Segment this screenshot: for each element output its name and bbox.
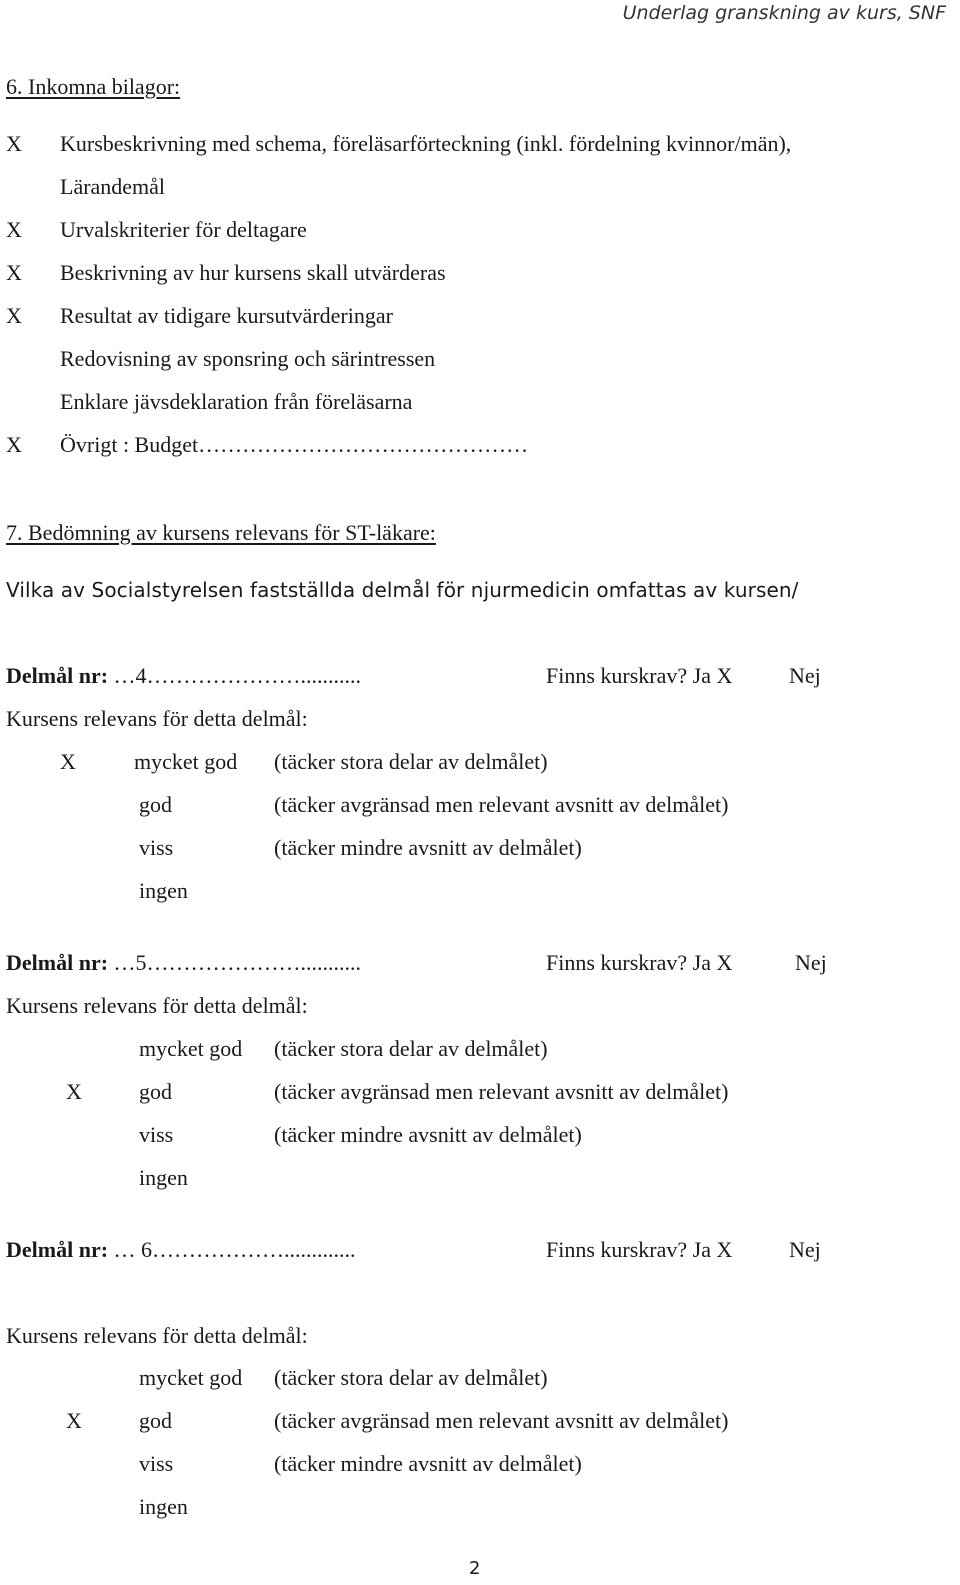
level-name: viss	[139, 835, 174, 860]
relevance-label: Kursens relevans för detta delmål:	[6, 1323, 308, 1348]
level-desc: (täcker mindre avsnitt av delmålet)	[274, 1122, 582, 1147]
level-name: god	[139, 1079, 172, 1104]
level-desc: (täcker stora delar av delmålet)	[274, 1365, 548, 1390]
section-7-question: Vilka av Socialstyrelsen fastställda delmål för njurmedicin omfattas av kursen/	[6, 578, 799, 602]
course-requirement-no: Nej	[789, 1237, 821, 1262]
course-requirement-no: Nej	[795, 950, 827, 975]
attachment-text: Resultat av tidigare kursutvärderingar	[60, 303, 393, 328]
level-desc: (täcker avgränsad men relevant avsnitt av delmålet)	[274, 1408, 729, 1433]
level-name: ingen	[139, 1494, 188, 1519]
level-name: mycket god	[134, 749, 238, 774]
relevance-label: Kursens relevans för detta delmål:	[6, 993, 308, 1018]
goal-label: Delmål nr:	[6, 950, 109, 975]
goal-number: …4…………………...........	[113, 663, 362, 688]
level-desc: (täcker mindre avsnitt av delmålet)	[274, 835, 582, 860]
attachment-mark: X	[6, 131, 22, 156]
attachment-text: Övrigt : Budget………………………………………	[60, 432, 529, 457]
level-name: god	[139, 1408, 172, 1433]
goal-row	[6, 665, 361, 687]
level-desc: (täcker mindre avsnitt av delmålet)	[274, 1451, 582, 1476]
level-name: mycket god	[139, 1365, 243, 1390]
goal-number: …5…………………...........	[113, 950, 362, 975]
level-name: ingen	[139, 878, 188, 903]
page-number: 2	[469, 1558, 481, 1579]
goal-row	[6, 952, 361, 974]
attachment-mark: X	[6, 432, 22, 457]
course-requirement-no: Nej	[789, 663, 821, 688]
attachment-text: Urvalskriterier för deltagare	[60, 217, 307, 242]
attachment-text: Redovisning av sponsring och särintressen	[60, 346, 436, 371]
level-name: ingen	[139, 1165, 188, 1190]
goal-label: Delmål nr:	[6, 663, 109, 688]
level-name: viss	[139, 1451, 174, 1476]
course-requirement: Finns kurskrav? Ja X	[546, 663, 733, 688]
page-header: Underlag granskning av kurs, SNF	[622, 2, 946, 24]
level-mark: X	[66, 1408, 82, 1433]
course-requirement: Finns kurskrav? Ja X	[546, 1237, 733, 1262]
goal-number: … 6……………….............	[113, 1237, 356, 1262]
attachment-text: Beskrivning av hur kursens skall utvärderas	[60, 260, 446, 285]
course-requirement: Finns kurskrav? Ja X	[546, 950, 733, 975]
attachment-mark: X	[6, 303, 22, 328]
level-name: god	[139, 792, 172, 817]
level-name: mycket god	[139, 1036, 243, 1061]
level-desc: (täcker avgränsad men relevant avsnitt av delmålet)	[274, 792, 729, 817]
attachment-text: Lärandemål	[60, 174, 166, 199]
level-desc: (täcker avgränsad men relevant avsnitt av delmålet)	[274, 1079, 729, 1104]
level-desc: (täcker stora delar av delmålet)	[274, 749, 548, 774]
goal-row	[6, 1239, 356, 1261]
section-7-heading: 7. Bedömning av kursens relevans för ST-läkare:	[6, 520, 436, 545]
level-mark: X	[66, 1079, 82, 1104]
level-desc: (täcker stora delar av delmålet)	[274, 1036, 548, 1061]
section-6-heading: 6. Inkomna bilagor:	[6, 74, 181, 99]
goal-label: Delmål nr:	[6, 1237, 109, 1262]
relevance-label: Kursens relevans för detta delmål:	[6, 706, 308, 731]
attachment-mark: X	[6, 260, 22, 285]
attachment-mark: X	[6, 217, 22, 242]
level-mark: X	[60, 749, 76, 774]
level-name: viss	[139, 1122, 174, 1147]
attachment-text: Enklare jävsdeklaration från föreläsarna	[60, 389, 413, 414]
attachment-text: Kursbeskrivning med schema, föreläsarförteckning (inkl. fördelning kvinnor/män),	[60, 131, 792, 156]
